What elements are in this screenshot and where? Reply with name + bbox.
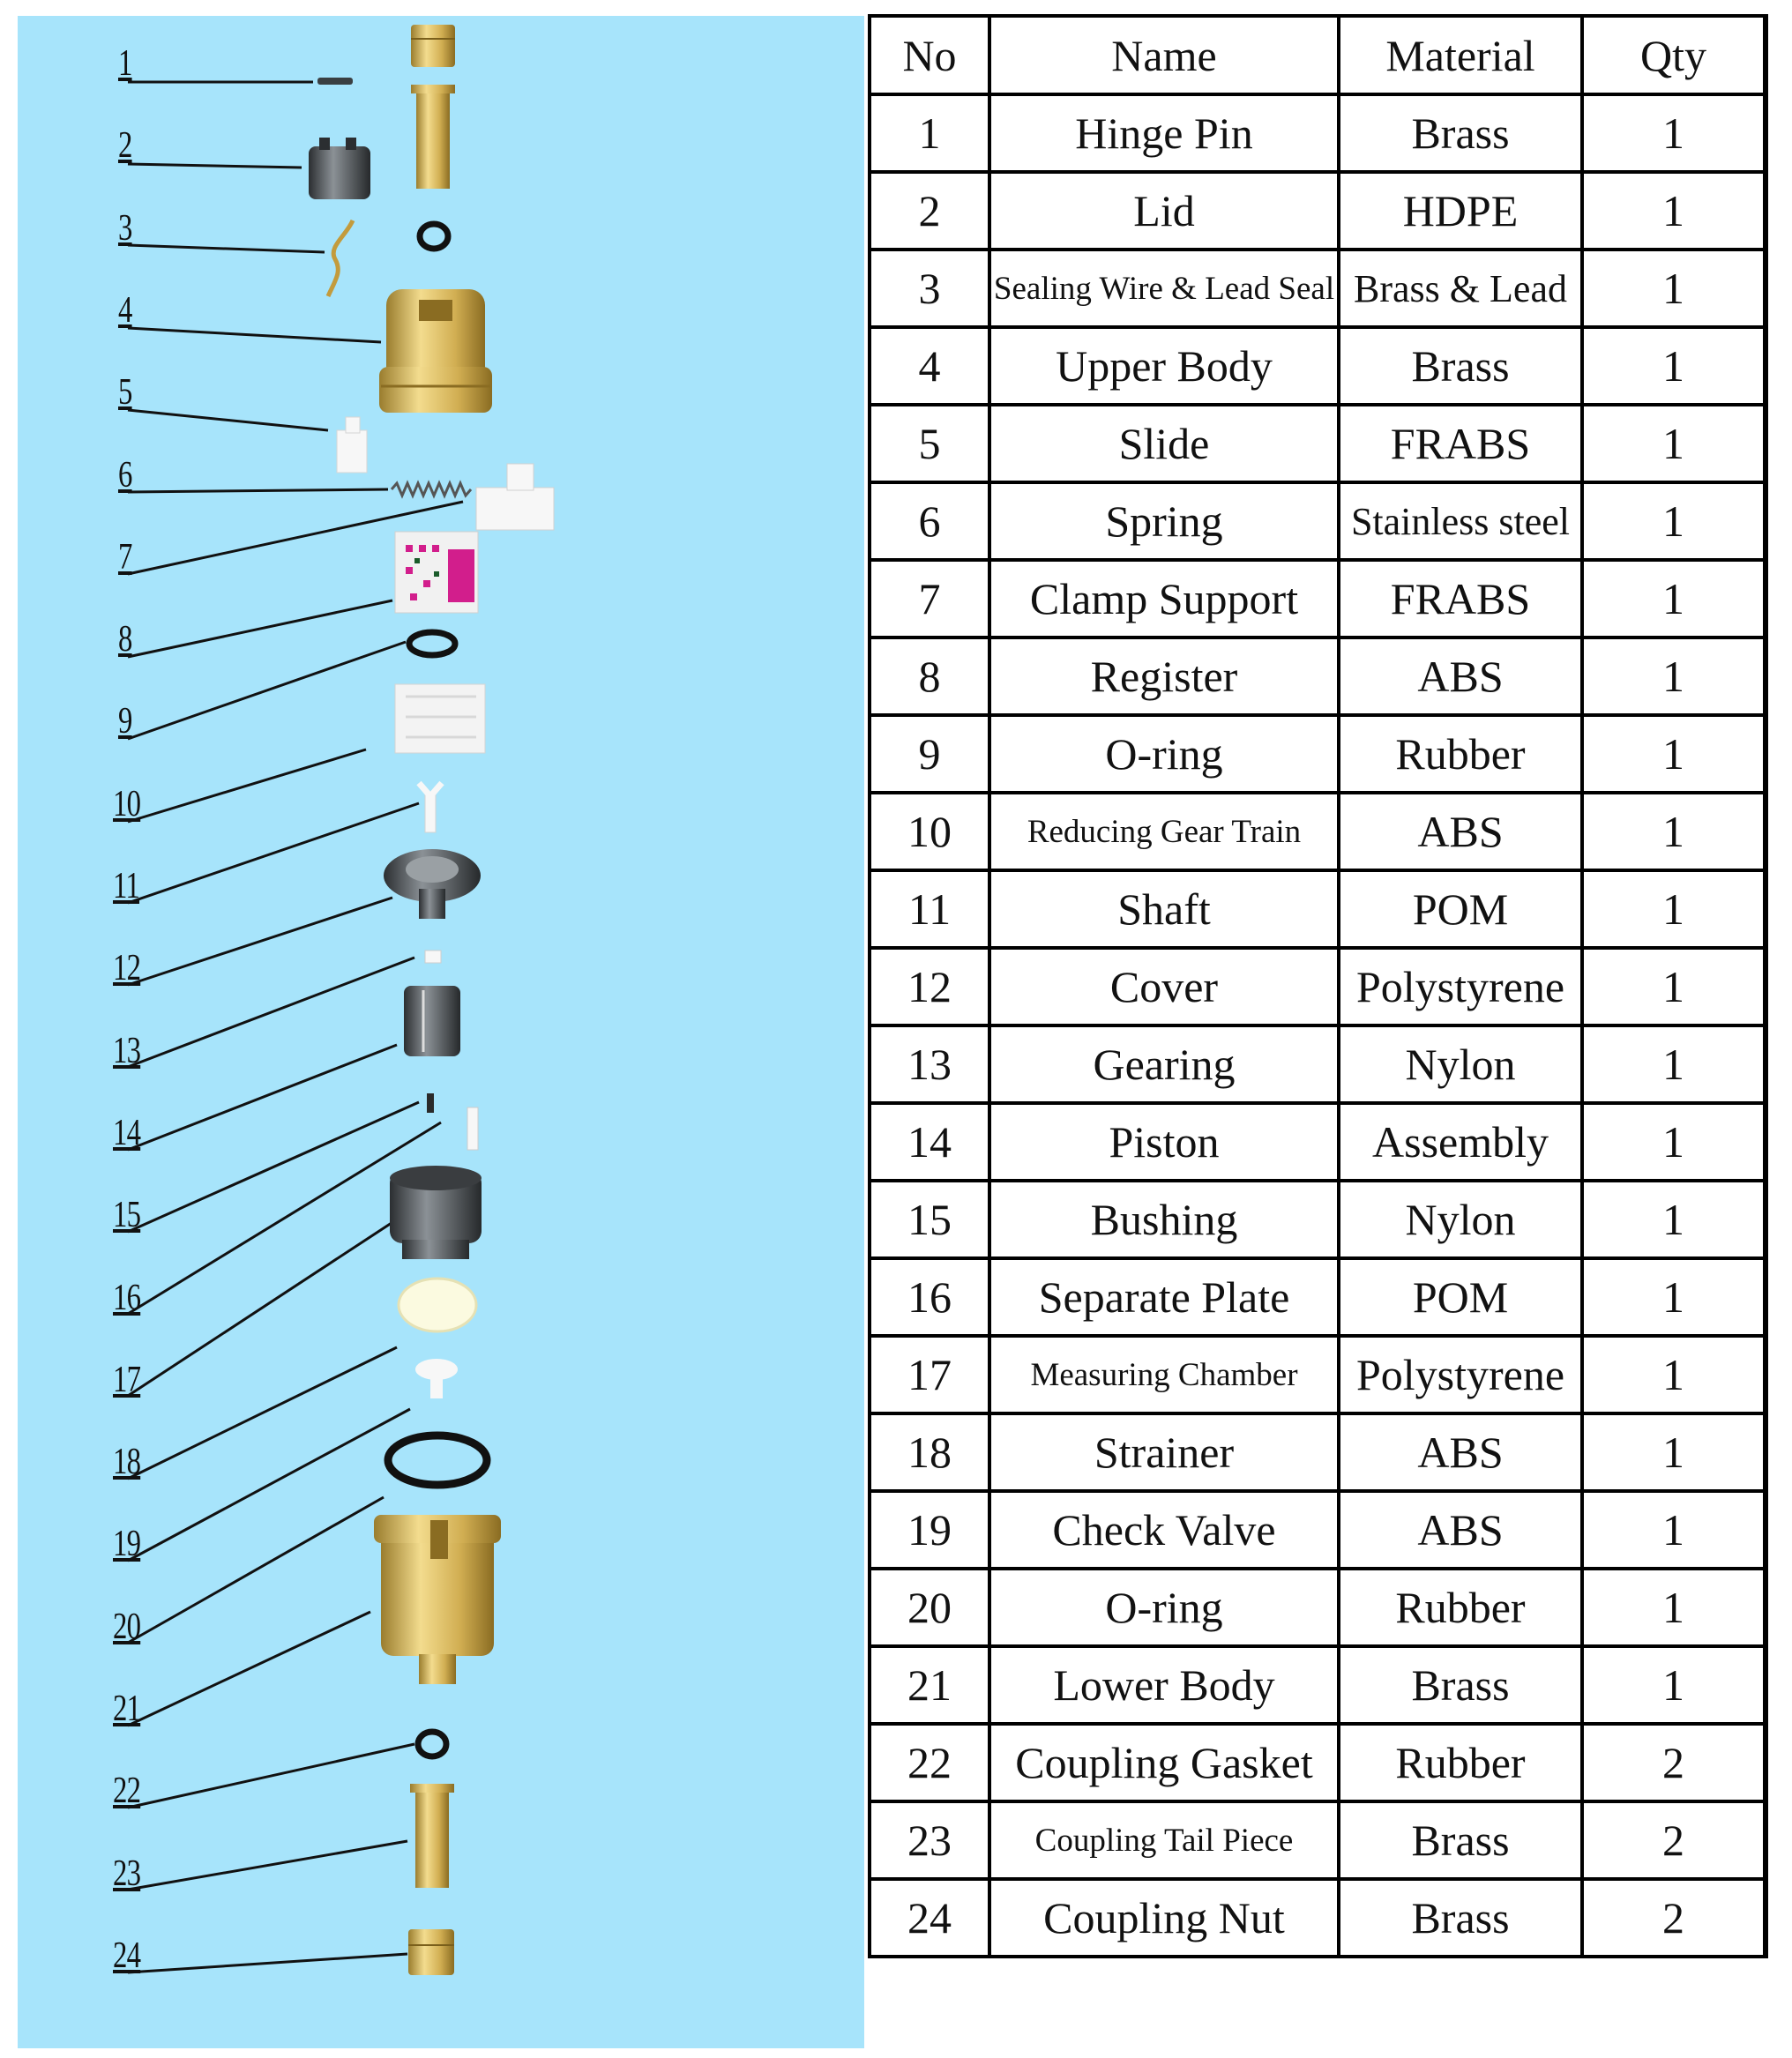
cell-material: Nylon <box>1339 1025 1582 1103</box>
cell-material: Assembly <box>1339 1103 1582 1181</box>
cell-material: Brass <box>1339 94 1582 172</box>
leader-line-3 <box>128 245 325 252</box>
cell-no: 3 <box>870 250 989 327</box>
cell-material: Brass <box>1339 1646 1582 1724</box>
callout-label: 11 <box>113 866 139 906</box>
cell-qty: 2 <box>1582 1879 1766 1957</box>
part-19-check-valve <box>415 1359 458 1398</box>
cell-no: 15 <box>870 1181 989 1258</box>
part-18-strainer <box>399 1279 476 1331</box>
part-15-bushing <box>427 1093 434 1113</box>
callout-label: 22 <box>113 1771 141 1812</box>
cell-qty: 1 <box>1582 327 1766 405</box>
cell-no: 9 <box>870 715 989 793</box>
cell-name: Cover <box>989 948 1339 1025</box>
cell-material: Brass <box>1339 1801 1582 1879</box>
part-6-spring <box>392 483 471 496</box>
table-row <box>870 1025 1766 1103</box>
part-21-lower-body <box>374 1515 501 1684</box>
header-material: Material <box>1339 16 1582 94</box>
leader-line-24 <box>128 1954 407 1972</box>
leader-line-10 <box>128 749 366 822</box>
cell-qty: 1 <box>1582 1181 1766 1258</box>
cell-qty: 1 <box>1582 1491 1766 1569</box>
cell-no: 19 <box>870 1491 989 1569</box>
table-row <box>870 405 1766 482</box>
cell-no: 1 <box>870 94 989 172</box>
part-4-upper-body <box>379 289 492 413</box>
table-row <box>870 1258 1766 1336</box>
cell-name: O-ring <box>989 715 1339 793</box>
cell-no: 5 <box>870 405 989 482</box>
cell-name: Shaft <box>989 870 1339 948</box>
cell-no: 17 <box>870 1336 989 1413</box>
leader-line-19 <box>128 1409 410 1561</box>
cell-name: Measuring Chamber <box>989 1336 1339 1413</box>
cell-name: Upper Body <box>989 327 1339 405</box>
table-row <box>870 870 1766 948</box>
leader-line-22 <box>128 1744 414 1808</box>
cell-material: Rubber <box>1339 715 1582 793</box>
cell-name: Piston <box>989 1103 1339 1181</box>
callout-label: 4 <box>118 289 132 331</box>
cell-name: Lid <box>989 172 1339 250</box>
table-row <box>870 482 1766 560</box>
callout-label: 14 <box>113 1112 141 1153</box>
callout-label: 17 <box>113 1359 141 1400</box>
cell-no: 2 <box>870 172 989 250</box>
cell-material: Rubber <box>1339 1724 1582 1801</box>
cell-no: 7 <box>870 560 989 638</box>
callout-label: 5 <box>118 372 132 414</box>
cell-no: 16 <box>870 1258 989 1336</box>
cell-material: HDPE <box>1339 172 1582 250</box>
leader-line-13 <box>128 958 414 1067</box>
callout-label: 10 <box>113 783 141 824</box>
header-name: Name <box>989 16 1339 94</box>
table-row <box>870 1879 1766 1957</box>
cell-material: Brass <box>1339 1879 1582 1957</box>
leader-line-15 <box>128 1102 419 1232</box>
cell-no: 21 <box>870 1646 989 1724</box>
cell-name: Check Valve <box>989 1491 1339 1569</box>
callout-label: 23 <box>113 1853 141 1894</box>
cell-material: Brass & Lead <box>1339 250 1582 327</box>
cell-name: Reducing Gear Train <box>989 793 1339 870</box>
cell-name: Coupling Tail Piece <box>989 1801 1339 1879</box>
table-row <box>870 1336 1766 1413</box>
cell-qty: 1 <box>1582 94 1766 172</box>
part-top-tail-piece <box>411 85 455 189</box>
part-10-reducing-gear-train <box>395 684 485 753</box>
cell-qty: 1 <box>1582 1025 1766 1103</box>
leader-line-21 <box>128 1612 370 1726</box>
leader-line-18 <box>128 1347 397 1479</box>
table-row <box>870 327 1766 405</box>
cell-no: 10 <box>870 793 989 870</box>
table-row <box>870 172 1766 250</box>
table-row <box>870 1724 1766 1801</box>
cell-material: ABS <box>1339 1491 1582 1569</box>
cell-qty: 1 <box>1582 1569 1766 1646</box>
cell-material: FRABS <box>1339 560 1582 638</box>
cell-qty: 1 <box>1582 948 1766 1025</box>
part-2-lid <box>309 138 370 199</box>
cell-qty: 1 <box>1582 172 1766 250</box>
part-11-shaft <box>419 783 442 832</box>
cell-name: Coupling Gasket <box>989 1724 1339 1801</box>
cell-material: POM <box>1339 1258 1582 1336</box>
part-23-coupling-tail-piece <box>410 1784 454 1888</box>
part-1-hinge-pin <box>317 78 353 85</box>
cell-no: 6 <box>870 482 989 560</box>
cell-qty: 1 <box>1582 405 1766 482</box>
cell-no: 8 <box>870 638 989 715</box>
cell-name: Strainer <box>989 1413 1339 1491</box>
leader-line-17 <box>128 1219 397 1396</box>
header-no: No <box>870 16 989 94</box>
cell-material: ABS <box>1339 1413 1582 1491</box>
leader-line-2 <box>128 164 302 168</box>
cell-qty: 1 <box>1582 560 1766 638</box>
callout-label: 13 <box>113 1030 141 1071</box>
table-row <box>870 1569 1766 1646</box>
cell-name: Gearing <box>989 1025 1339 1103</box>
cell-name: Spring <box>989 482 1339 560</box>
part-8-register <box>395 532 478 613</box>
part-17-measuring-chamber <box>390 1166 482 1259</box>
cell-qty: 1 <box>1582 793 1766 870</box>
callout-label: 3 <box>118 207 132 249</box>
cell-name: Register <box>989 638 1339 715</box>
cell-no: 20 <box>870 1569 989 1646</box>
cell-name: Separate Plate <box>989 1258 1339 1336</box>
cell-name: Clamp Support <box>989 560 1339 638</box>
cell-qty: 1 <box>1582 870 1766 948</box>
parts-illustration <box>18 16 864 2048</box>
cell-material: Polystyrene <box>1339 948 1582 1025</box>
leader-line-11 <box>128 803 419 903</box>
cell-qty: 1 <box>1582 638 1766 715</box>
part-7-clamp-support <box>476 464 554 530</box>
cell-material: Nylon <box>1339 1181 1582 1258</box>
cell-qty: 1 <box>1582 1103 1766 1181</box>
callout-label: 24 <box>113 1935 141 1976</box>
table-row <box>870 1491 1766 1569</box>
cell-no: 18 <box>870 1413 989 1491</box>
callout-label: 15 <box>113 1195 141 1236</box>
cell-qty: 2 <box>1582 1801 1766 1879</box>
leader-line-6 <box>128 489 388 492</box>
table-row <box>870 1646 1766 1724</box>
cell-no: 14 <box>870 1103 989 1181</box>
cell-qty: 1 <box>1582 250 1766 327</box>
leader-line-4 <box>128 328 381 342</box>
cell-qty: 1 <box>1582 1336 1766 1413</box>
table-row <box>870 250 1766 327</box>
cell-name: Hinge Pin <box>989 94 1339 172</box>
cell-material: FRABS <box>1339 405 1582 482</box>
cell-material: POM <box>1339 870 1582 948</box>
callout-label: 19 <box>113 1524 141 1565</box>
exploded-parts-diagram <box>18 16 864 2048</box>
parts-table <box>868 14 1768 1958</box>
cell-material: ABS <box>1339 638 1582 715</box>
cell-name: Lower Body <box>989 1646 1339 1724</box>
part-14-piston <box>404 986 460 1056</box>
table-row <box>870 1181 1766 1258</box>
part-16-separate-plate <box>467 1107 478 1150</box>
cell-material: ABS <box>1339 793 1582 870</box>
cell-qty: 2 <box>1582 1724 1766 1801</box>
callout-label: 6 <box>118 454 132 496</box>
callout-label: 20 <box>113 1606 141 1647</box>
cell-name: Sealing Wire & Lead Seal <box>989 250 1339 327</box>
callout-label: 16 <box>113 1277 141 1318</box>
leader-line-23 <box>128 1841 407 1890</box>
table-row <box>870 94 1766 172</box>
table-row <box>870 638 1766 715</box>
cell-qty: 1 <box>1582 1258 1766 1336</box>
callout-label: 9 <box>118 701 132 742</box>
table-row <box>870 948 1766 1025</box>
callout-label: 1 <box>118 43 132 84</box>
cell-name: Bushing <box>989 1181 1339 1258</box>
part-24-coupling-nut <box>408 1929 454 1975</box>
callout-label: 7 <box>118 536 132 578</box>
part-12-cover <box>384 849 481 919</box>
callout-label: 21 <box>113 1689 141 1729</box>
part-9-o-ring <box>409 632 455 655</box>
cell-no: 4 <box>870 327 989 405</box>
leader-line-14 <box>128 1045 397 1150</box>
part-5-slide <box>337 417 367 473</box>
cell-qty: 1 <box>1582 1413 1766 1491</box>
table-row <box>870 1413 1766 1491</box>
cell-qty: 1 <box>1582 715 1766 793</box>
leader-line-9 <box>128 642 406 739</box>
cell-no: 13 <box>870 1025 989 1103</box>
cell-qty: 1 <box>1582 1646 1766 1724</box>
cell-no: 23 <box>870 1801 989 1879</box>
part-13-gearing <box>425 951 441 963</box>
table-row <box>870 560 1766 638</box>
table-row <box>870 1103 1766 1181</box>
part-top-nut <box>411 25 455 67</box>
cell-name: O-ring <box>989 1569 1339 1646</box>
table-header-row <box>870 16 1766 94</box>
leader-line-5 <box>128 410 328 430</box>
part-3-sealing-wire <box>328 220 353 296</box>
cell-material: Brass <box>1339 327 1582 405</box>
cell-material: Stainless steel <box>1339 482 1582 560</box>
callout-label: 8 <box>118 619 132 660</box>
cell-no: 22 <box>870 1724 989 1801</box>
cell-no: 11 <box>870 870 989 948</box>
header-qty: Qty <box>1582 16 1766 94</box>
callout-label: 12 <box>113 948 141 989</box>
leader-line-8 <box>128 600 392 657</box>
parts-table-container <box>868 14 1768 1958</box>
cell-name: Coupling Nut <box>989 1879 1339 1957</box>
part-22-coupling-gasket <box>418 1732 446 1756</box>
callout-label: 18 <box>113 1442 141 1483</box>
cell-no: 12 <box>870 948 989 1025</box>
cell-qty: 1 <box>1582 482 1766 560</box>
cell-material: Polystyrene <box>1339 1336 1582 1413</box>
leader-line-12 <box>128 898 392 985</box>
cell-no: 24 <box>870 1879 989 1957</box>
part-20-o-ring <box>388 1435 487 1485</box>
cell-material: Rubber <box>1339 1569 1582 1646</box>
table-row <box>870 793 1766 870</box>
cell-name: Slide <box>989 405 1339 482</box>
table-row <box>870 1801 1766 1879</box>
callout-label: 2 <box>118 125 132 167</box>
leader-line-20 <box>128 1497 384 1643</box>
part-top-gasket <box>420 224 448 249</box>
table-row <box>870 715 1766 793</box>
